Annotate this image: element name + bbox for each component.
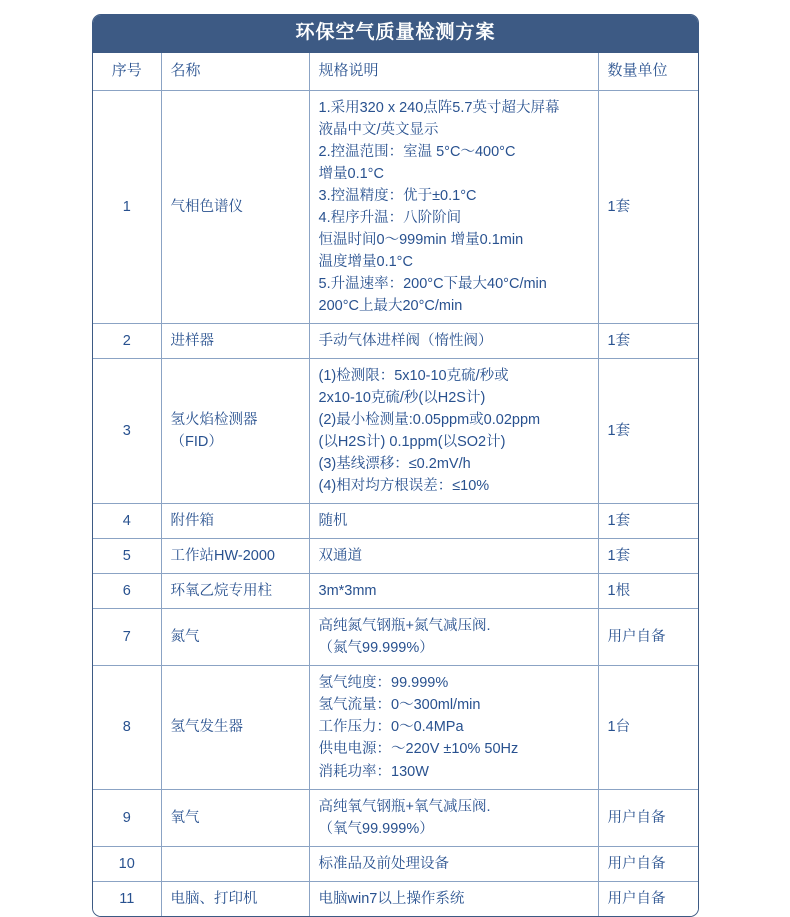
- cell-spec: 标准品及前处理设备: [309, 846, 598, 881]
- spec-line: 恒温时间0～999min 增量0.1min: [318, 231, 524, 248]
- cell-no: 11: [93, 881, 161, 916]
- cell-no: 7: [93, 609, 161, 666]
- cell-no: 3: [93, 359, 161, 504]
- cell-no: 10: [93, 846, 161, 881]
- spec-line: (1)检测限：5x10-10克硫/秒或: [318, 368, 509, 385]
- cell-spec: [309, 666, 598, 789]
- table-row: [93, 881, 698, 916]
- spec-line: 温度增量0.1°C: [318, 253, 413, 270]
- cell-name: 气相色谱仪: [161, 90, 309, 323]
- spec-line: 1.采用320 x 240点阵5.7英寸超大屏幕: [318, 99, 560, 116]
- spec-line: 氢气纯度：99.999%: [318, 675, 449, 692]
- cell-no: 6: [93, 574, 161, 609]
- cell-qty: 用户自备: [598, 609, 698, 666]
- cell-name: 氮气: [161, 609, 309, 666]
- spec-line: 2.控温范围：室温 5°C～400°C: [318, 143, 516, 160]
- spec-line: 高纯氮气钢瓶+氮气减压阀.: [318, 618, 491, 635]
- spec-line: (3)基线漂移：≤0.2mV/h: [318, 456, 471, 473]
- cell-qty: 1根: [598, 574, 698, 609]
- spec-line: (以H2S计) 0.1ppm(以SO2计): [318, 434, 506, 451]
- spec-line: （氧气99.999%）: [318, 820, 434, 837]
- cell-name: 氢气发生器: [161, 666, 309, 789]
- spec-line: 5.升温速率：200°C下最大40°C/min: [318, 275, 547, 292]
- cell-spec: 手动气体进样阀（惰性阀）: [309, 324, 598, 359]
- cell-no: 9: [93, 789, 161, 846]
- spec-line: (2)最小检测量:0.05ppm或0.02ppm: [318, 412, 541, 429]
- cell-name: 电脑、打印机: [161, 881, 309, 916]
- page-title: 环保空气质量检测方案: [93, 15, 698, 53]
- spec-line: 2x10-10克硫/秒(以H2S计): [318, 390, 486, 407]
- spec-line: 200°C上最大20°C/min: [318, 297, 463, 314]
- table-row: [93, 359, 698, 504]
- column-header-qty: 数量单位: [598, 53, 698, 90]
- cell-qty: 1套: [598, 504, 698, 539]
- cell-no: 1: [93, 90, 161, 323]
- cell-no: 5: [93, 539, 161, 574]
- table-row: [93, 539, 698, 574]
- spec-line: 液晶中文/英文显示: [318, 121, 439, 138]
- table-row: [93, 789, 698, 846]
- table-row: [93, 609, 698, 666]
- cell-qty: 1台: [598, 666, 698, 789]
- cell-name: 工作站HW-2000: [161, 539, 309, 574]
- cell-qty: 1套: [598, 359, 698, 504]
- spec-table: [93, 53, 698, 916]
- spec-line: 3.控温精度：优于±0.1°C: [318, 187, 477, 204]
- cell-qty: 1套: [598, 539, 698, 574]
- cell-no: 2: [93, 324, 161, 359]
- cell-name: 环氧乙烷专用柱: [161, 574, 309, 609]
- cell-name: 氢火焰检测器（FID）: [161, 359, 309, 504]
- column-header-spec: 规格说明: [309, 53, 598, 90]
- table-row: [93, 574, 698, 609]
- cell-spec: 随机: [309, 504, 598, 539]
- cell-spec: [309, 609, 598, 666]
- cell-qty: 用户自备: [598, 881, 698, 916]
- spec-line: 4.程序升温：八阶阶间: [318, 209, 462, 226]
- column-header-no: 序号: [93, 53, 161, 90]
- spec-line: （氮气99.999%）: [318, 640, 434, 657]
- table-header-row: [93, 53, 698, 90]
- spec-line: 工作压力：0～0.4MPa: [318, 719, 464, 736]
- cell-no: 8: [93, 666, 161, 789]
- spec-line: 氢气流量：0～300ml/min: [318, 697, 481, 714]
- cell-name: 附件箱: [161, 504, 309, 539]
- table-row: [93, 666, 698, 789]
- table-body: [93, 90, 698, 915]
- cell-no: 4: [93, 504, 161, 539]
- cell-name: [161, 846, 309, 881]
- cell-spec: 3m*3mm: [309, 574, 598, 609]
- table-row: [93, 504, 698, 539]
- column-header-name: 名称: [161, 53, 309, 90]
- cell-qty: 1套: [598, 324, 698, 359]
- cell-qty: 1套: [598, 90, 698, 323]
- table-row: [93, 90, 698, 323]
- cell-name: 进样器: [161, 324, 309, 359]
- cell-qty: 用户自备: [598, 789, 698, 846]
- cell-name: 氧气: [161, 789, 309, 846]
- cell-spec: 双通道: [309, 539, 598, 574]
- cell-spec: [309, 90, 598, 323]
- table-row: [93, 324, 698, 359]
- cell-spec: 电脑win7以上操作系统: [309, 881, 598, 916]
- spec-line: 增量0.1°C: [318, 165, 384, 182]
- cell-spec: [309, 789, 598, 846]
- spec-line: 高纯氧气钢瓶+氧气减压阀.: [318, 798, 491, 815]
- table-row: [93, 846, 698, 881]
- spec-line: (4)相对均方根误差：≤10%: [318, 478, 490, 495]
- cell-spec: [309, 359, 598, 504]
- table-header: [93, 53, 698, 90]
- spec-line: 供电电源：～220V ±10% 50Hz: [318, 741, 519, 758]
- spec-table-container: [92, 14, 699, 917]
- spec-line: 消耗功率：130W: [318, 763, 429, 780]
- cell-qty: 用户自备: [598, 846, 698, 881]
